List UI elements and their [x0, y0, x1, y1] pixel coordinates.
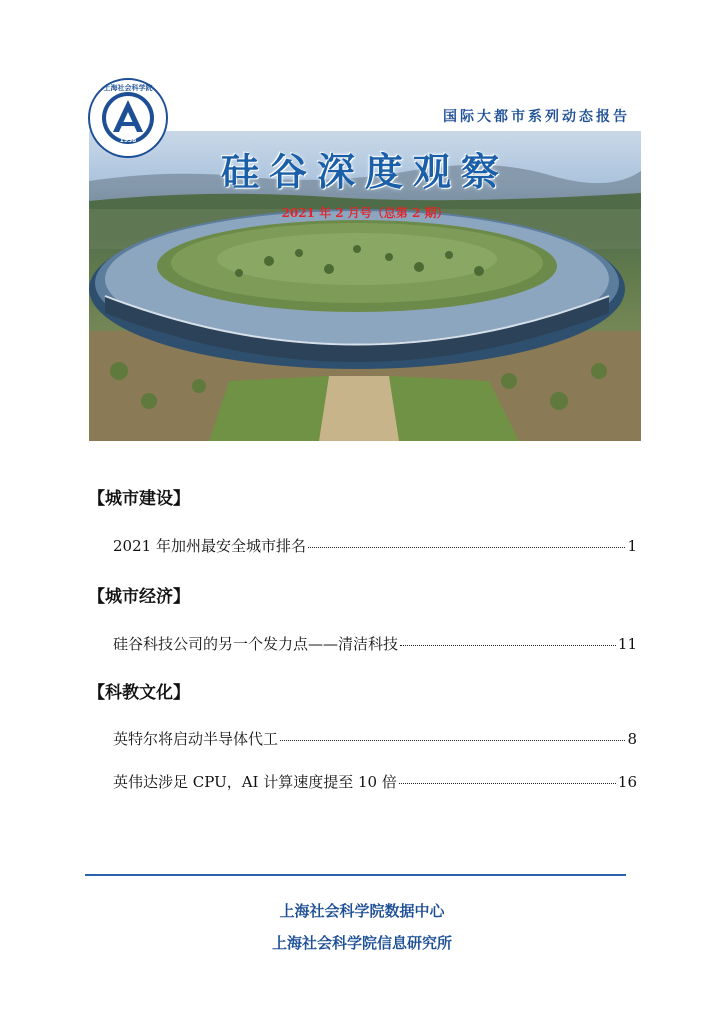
toc-entry-page: 11: [617, 635, 637, 653]
footer-rule: [85, 874, 626, 876]
toc-entry-page: 8: [627, 730, 637, 748]
publisher-data-center: 上海社会科学院数据中心: [279, 902, 445, 920]
toc-heading-urban-construction: 【城市建设】: [88, 489, 190, 509]
toc-entry[interactable]: [113, 771, 637, 792]
toc-leader-dots: [308, 547, 626, 548]
toc-leader-dots: [399, 783, 616, 784]
toc-entry-title: 英特尔将启动半导体代工: [113, 730, 279, 748]
logo-year: 1958: [119, 137, 137, 144]
toc-entry-page: 16: [617, 773, 637, 791]
series-title: 国际大都市系列动态报告: [443, 109, 630, 125]
toc-entry[interactable]: [113, 535, 637, 556]
toc-entry-title: 英伟达涉足 CPU，AI 计算速度提至 10 倍: [113, 773, 397, 791]
toc-heading-urban-economy: 【城市经济】: [88, 587, 190, 607]
logo-text: 上海社会科学院: [103, 84, 153, 92]
publisher-info-institute: 上海社会科学院信息研究所: [271, 934, 452, 952]
toc-leader-dots: [400, 645, 616, 646]
toc-entry-title: 2021 年加州最安全城市排名: [113, 537, 306, 555]
institute-logo: [88, 78, 168, 158]
toc-entry-page: 1: [627, 537, 637, 555]
toc-heading-science-education: 【科教文化】: [88, 683, 190, 703]
report-title: 硅谷深度观察: [220, 149, 509, 194]
toc-leader-dots: [280, 740, 625, 741]
cover-image: [89, 131, 641, 441]
toc-entry-title: 硅谷科技公司的另一个发力点——清洁科技: [113, 635, 399, 653]
issue-line: 2021 年 2 月号（总第 2 期）: [281, 206, 449, 220]
toc-entry[interactable]: [113, 633, 637, 654]
toc-entry[interactable]: [113, 728, 637, 749]
